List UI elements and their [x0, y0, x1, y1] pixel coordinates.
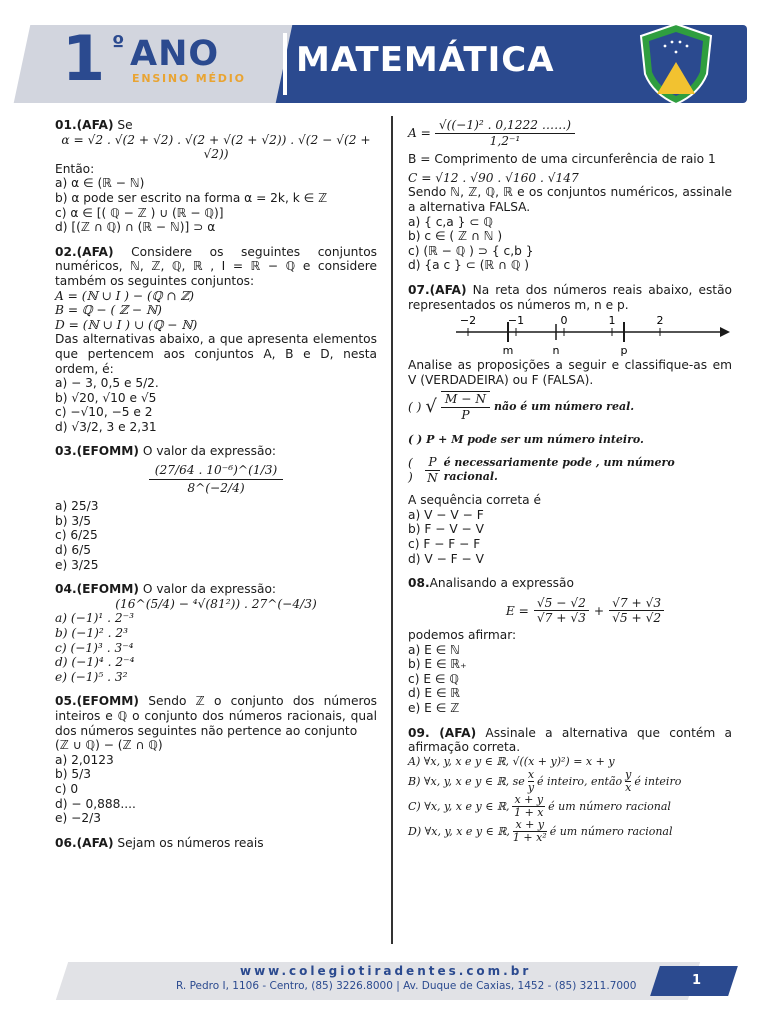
option-e: e) E ∈ ℤ: [408, 701, 460, 715]
question-02: [55, 245, 377, 435]
grade-number: 1: [62, 22, 104, 95]
option-c: c) 0: [55, 781, 79, 796]
fraction-numerator: √5 − √2: [534, 596, 589, 612]
option-e: e) (−1)⁵ . 3²: [55, 669, 128, 684]
question-04: [55, 582, 377, 684]
question-number: 06.(AFA): [55, 835, 114, 850]
option-a: a) { c,a } ⊂ ℚ: [408, 214, 493, 229]
option-a: a) 25/3: [55, 499, 99, 514]
subject-title: MATEMÁTICA: [296, 40, 555, 80]
question-number: 08.: [408, 576, 430, 591]
option-c: C) ∀x, y, x e y ∈ ℝ, x + y 1 + x é um número racional: [408, 793, 671, 820]
fraction-numerator: √7 + √3: [609, 596, 664, 612]
option-d: d) 6/5: [55, 543, 91, 558]
option-a: a) α ∈ (ℝ − ℕ): [55, 176, 145, 191]
option-a: A) ∀x, y, x e y ∈ ℝ, √((x + y)²) = x + y: [408, 754, 615, 768]
set-b-definition: B = ℚ − ( ℤ − ℕ): [55, 303, 162, 318]
expression-e: E = $\frac{√5 - √2}{√7 + √3}$ + $\frac{√7 + √3}{√5 + √2}$: [438, 596, 732, 626]
header-divider: [283, 33, 287, 95]
option-d: d) E ∈ ℝ: [408, 686, 461, 701]
question-05: [55, 694, 377, 825]
tick-label: −2: [459, 314, 477, 328]
tick-label: 2: [656, 314, 664, 328]
option-d: d) {a c } ⊂ (ℝ ∩ ℚ ): [408, 258, 530, 273]
question-expression: (ℤ ∪ ℚ) − (ℤ ∩ ℚ): [55, 738, 163, 753]
option-c: c) E ∈ ℚ: [408, 671, 459, 686]
option-d: d) (−1)⁴ . 2⁻⁴: [55, 655, 135, 670]
option-d: d) − 0,888....: [55, 796, 136, 811]
question-number: 03.(EFOMM): [55, 444, 139, 459]
question-text: Analise as proposições a seguir e classifique-as em V (VERDADEIRA) ou F (FALSA).: [408, 358, 732, 387]
set-d-definition: D = (ℕ ∪ I ) ∪ (ℚ − ℕ): [55, 317, 198, 332]
option-b: b) c ∈ ( ℤ ∩ ℕ ): [408, 229, 503, 244]
option-b: b) 5/3: [55, 767, 91, 782]
option-c: c) 6/25: [55, 528, 98, 543]
definition-label: A =: [408, 125, 431, 140]
question-text: O valor da expressão:: [142, 582, 277, 597]
definition-c: C = √12 . √90 . √160 . √147: [408, 170, 579, 185]
option-b: b) α pode ser escrito na forma α = 2k, k ∈ ℤ: [55, 190, 328, 205]
fraction-numerator: M − N: [441, 392, 490, 408]
column-divider: [391, 116, 393, 944]
point-label-p: p: [620, 344, 628, 358]
proposition-1: ( ) √ $\frac{M - N}{P}$ não é um número real.: [408, 392, 635, 422]
question-formula: (16^(5/4) − ⁴√(81²)) . 27^(−4/3): [115, 596, 317, 611]
set-a-definition: A = (ℕ ∪ I ) − (ℚ ∩ ℤ): [55, 288, 195, 303]
option-d: d) √3/2, 3 e 2,31: [55, 419, 157, 434]
question-text: Sejam os números reais: [117, 835, 264, 850]
left-column: [55, 118, 377, 850]
question-text: Sendo ℕ, ℤ, ℚ, ℝ e os conjuntos numéricos, assinale a alternativa FALSA.: [408, 185, 732, 214]
question-formula: α = √2 . √(2 + √2) . √(2 + √(2 + √2)) . √(2 − √(2 + √2)): [61, 132, 371, 162]
question-text: Sendo ℤ o conjunto dos números inteiros e ℚ o conjunto dos números racionais, qual dos números seguintes não pertence ao conjunto: [55, 694, 378, 738]
question-09: [408, 726, 732, 845]
option-d: d) [(ℤ ∩ ℚ) ∩ (ℝ − ℕ)] ⊃ α: [55, 220, 216, 235]
option-c: c) −√10, −5 e 2: [55, 405, 153, 420]
question-number: 01.(AFA): [55, 118, 114, 132]
question-text: Assinale a alternativa que contém a afirmação correta.: [408, 725, 733, 755]
definition-a: [408, 118, 732, 148]
question-text: Se: [117, 118, 133, 132]
option-a: a) E ∈ ℕ: [408, 642, 460, 657]
option-d: d) V − F − V: [408, 551, 484, 566]
question-text: Das alternativas abaixo, a que apresenta elementos que pertencem aos conjuntos A, B e D, nesta ordem, é:: [55, 332, 377, 376]
option-a: a) 2,0123: [55, 752, 114, 767]
option-e: e) −2/3: [55, 811, 101, 826]
school-address: R. Pedro I, 1106 - Centro, (85) 3226.8000 | Av. Duque de Caxias, 1452 - (85) 3211.7000: [176, 980, 637, 992]
question-06-continued: [408, 118, 732, 273]
fraction-denominator: 1,2⁻¹: [489, 133, 521, 148]
option-a: a) V − V − F: [408, 507, 484, 522]
option-c: c) α ∈ [( ℚ − ℤ ) ∪ (ℝ − ℚ)]: [55, 205, 224, 220]
option-a: a) (−1)¹ . 2⁻³: [55, 611, 134, 626]
tick-label: −1: [507, 314, 525, 328]
option-b: b) (−1)² . 2³: [55, 626, 129, 640]
fraction-denominator: √5 + √2: [612, 611, 662, 626]
question-lead: Então:: [55, 161, 95, 176]
option-c: c) (−1)³ . 3⁻⁴: [55, 640, 134, 655]
fraction-numerator: (27/64 . 10⁻⁶)^(1/3): [149, 462, 283, 480]
option-c: c) (ℝ − ℚ ) ⊃ { c,b }: [408, 243, 534, 258]
question-lead: podemos afirmar:: [408, 628, 517, 643]
question-text: Considere os seguintes conjuntos numéricos, ℕ, ℤ, ℚ, ℝ , I = ℝ − ℚ e considere também os seguintes conjuntos:: [55, 244, 377, 288]
number-line-arrow: [720, 327, 730, 337]
fraction-numerator: √((−1)² . 0,1222 ……): [435, 118, 575, 134]
question-fraction: [55, 462, 377, 495]
fraction-denominator: 8^(−2/4): [187, 480, 245, 495]
fraction-numerator: P: [425, 455, 439, 471]
page-header: [0, 0, 768, 110]
website-link[interactable]: www.colegiotiradentes.com.br: [240, 964, 532, 978]
number-line: [448, 312, 738, 358]
tick-label: 0: [560, 314, 568, 328]
fraction-denominator: P: [461, 407, 470, 422]
option-b: b) 3/5: [55, 513, 91, 528]
question-number: 09. (AFA): [408, 725, 477, 740]
grade-word: ANO: [130, 34, 220, 74]
question-text: O valor da expressão:: [142, 444, 277, 459]
question-08: [408, 576, 732, 715]
question-number: 05.(EFOMM): [55, 694, 139, 709]
tick-label: 1: [608, 314, 616, 328]
fraction-denominator: N: [427, 470, 438, 485]
question-03: [55, 444, 377, 572]
option-b: b) F − V − V: [408, 522, 484, 537]
right-column: [408, 118, 732, 844]
option-b: B) ∀x, y, x e y ∈ ℝ, se x y é inteiro, então y x é inteiro: [408, 768, 682, 795]
point-label-n: n: [552, 344, 560, 358]
proposition-2: ( ) P + M pode ser um número inteiro.: [408, 432, 644, 446]
point-label-m: m: [502, 344, 514, 358]
fraction-denominator: √7 + √3: [536, 611, 586, 626]
question-07: [408, 283, 732, 566]
option-b: b) √20, √10 e √5: [55, 390, 157, 405]
option-b: b) E ∈ ℝ₊: [408, 657, 467, 672]
question-text: Na reta dos números reais abaixo, estão representados os números m, n e p.: [408, 282, 733, 312]
question-number: 02.(AFA): [55, 244, 114, 259]
education-level: ENSINO MÉDIO: [132, 72, 246, 85]
question-number: 07.(AFA): [408, 282, 467, 297]
option-a: a) − 3, 0,5 e 5/2.: [55, 376, 159, 391]
question-text: Analisando a expressão: [429, 576, 574, 591]
grade-ordinal: º: [112, 32, 125, 57]
option-c: c) F − F − F: [408, 537, 481, 552]
question-01: [55, 118, 377, 235]
page-number: 1: [692, 973, 702, 988]
question-lead: A sequência correta é: [408, 493, 541, 508]
option-d: D) ∀x, y, x e y ∈ ℝ, x + y 1 + x² é um número racional: [408, 818, 673, 845]
option-e: e) 3/25: [55, 557, 99, 572]
definition-b: B = Comprimento de uma circunferência de raio 1: [408, 152, 716, 167]
proposition-3: ( ) $\frac{P}{N}$ é necessariamente pode , um número racional.: [408, 455, 675, 485]
school-crest-icon: [637, 22, 715, 106]
question-number: 04.(EFOMM): [55, 582, 139, 597]
question-06-start: [55, 836, 377, 851]
